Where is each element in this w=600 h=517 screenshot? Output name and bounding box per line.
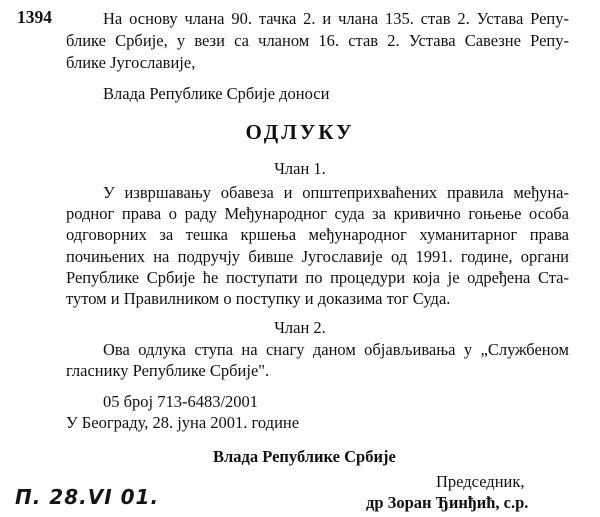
- article-1-line-3: одговорних за тешка кршења међународног хуманитарног права: [66, 225, 569, 244]
- preamble-line-2: блике Србије, у вези са чланом 16. став 2. Устава Савезне Репу-: [66, 31, 569, 50]
- enacting-clause: Влада Републике Србије доноси: [103, 84, 330, 103]
- article-2-line-1: Ова одлука ступа на снагу даном објављивања у „Службеном: [103, 340, 569, 359]
- article-1-line-1: У извршавању обавеза и општеприхваћених правила међуна-: [103, 183, 569, 202]
- article-1-heading: Члан 1.: [274, 159, 326, 178]
- place-and-date: У Београду, 28. јуна 2001. године: [66, 413, 300, 432]
- article-2-line-2: гласнику Републике Србије".: [66, 361, 270, 380]
- document-title: ОДЛУКУ: [245, 120, 355, 144]
- document-number: 1394: [17, 7, 52, 27]
- article-2-heading: Члан 2.: [274, 318, 326, 337]
- signatory-name: др Зоран Ђинђић, с.р.: [366, 493, 529, 512]
- article-1-line-6: тутом и Правилником о поступку и доказима тог Суда.: [66, 289, 451, 308]
- preamble-line-1: На основу члана 90. тачка 2. и члана 135. став 2. Устава Репу-: [103, 9, 569, 28]
- issuing-authority: Влада Републике Србије: [213, 447, 396, 466]
- handwritten-note: П. 28.VI 01.: [15, 485, 160, 509]
- preamble-line-3: блике Југославије,: [66, 53, 196, 72]
- signatory-title: Председник,: [436, 472, 525, 491]
- article-1-line-2: родног права о раду Међународног суда за кривично гоњење особа: [66, 204, 569, 223]
- reference-number: 05 број 713-6483/2001: [103, 392, 259, 411]
- article-1-line-5: Републике Србије ће поступати по процедури која је одређена Ста-: [66, 268, 569, 287]
- article-1-line-4: почињених на подручју бивше Југославије од 1991. године, органи: [66, 247, 569, 266]
